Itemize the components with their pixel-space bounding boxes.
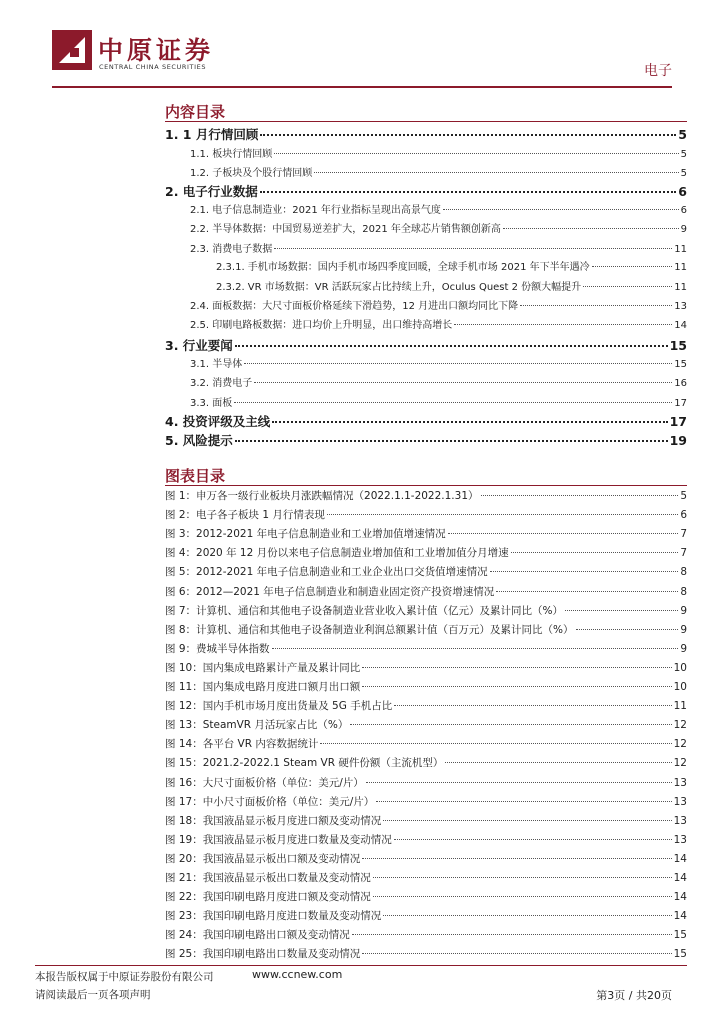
figure-entry[interactable] xyxy=(165,679,687,694)
toc-entry-label: 2.3. 消费电子数据 xyxy=(190,244,273,255)
figure-entry-page: 7 xyxy=(680,547,687,560)
leader-dots xyxy=(490,571,679,572)
leader-dots xyxy=(362,667,671,668)
footer-disclaimer-note: 请阅读最后一页各项声明 xyxy=(35,989,151,1001)
toc-entry-label: 1.1. 板块行情回顾 xyxy=(190,149,273,160)
toc-entry-label: 2.3.1. 手机市场数据：国内手机市场四季度回暖，全球手机市场 2021 年下半年遇冷 xyxy=(216,262,590,273)
figure-entry-page: 8 xyxy=(680,585,687,598)
figure-entry[interactable] xyxy=(165,736,687,751)
figure-entry-page: 8 xyxy=(680,566,687,579)
figure-entry-page: 15 xyxy=(673,948,687,961)
figure-entry-page: 9 xyxy=(680,623,687,636)
toc-entry-label: 2.2. 半导体数据：中国贸易逆差扩大，2021 年全球芯片销售额创新高 xyxy=(190,224,501,235)
toc-entry[interactable] xyxy=(216,258,687,273)
figure-entry-label: 图 2：电子各子板块 1 月行情表现 xyxy=(165,509,325,522)
figure-entry[interactable] xyxy=(165,794,687,809)
logo-text-en: CENTRAL CHINA SECURITIES xyxy=(99,63,207,71)
leader-dots xyxy=(376,801,671,802)
leader-dots xyxy=(511,552,679,553)
figure-entry-page: 14 xyxy=(673,852,687,865)
leader-dots xyxy=(260,134,676,136)
leader-dots xyxy=(503,228,679,229)
toc-entry-label: 3.1. 半导体 xyxy=(190,359,243,370)
figure-entry-page: 13 xyxy=(673,833,687,846)
toc-entry-page: 11 xyxy=(674,244,687,255)
toc-entry[interactable] xyxy=(165,431,687,449)
figure-entry-page: 14 xyxy=(673,872,687,884)
header-divider xyxy=(52,86,672,88)
leader-dots xyxy=(481,495,679,496)
leader-dots xyxy=(260,191,676,193)
toc-entry-page: 17 xyxy=(674,398,687,409)
leader-dots xyxy=(496,591,678,592)
leader-dots xyxy=(235,345,668,347)
figure-entry-page: 7 xyxy=(680,528,687,541)
leader-dots xyxy=(366,782,672,783)
toc-entry-page: 5 xyxy=(680,149,687,160)
toc-entry-page: 11 xyxy=(674,262,687,273)
figure-entry[interactable] xyxy=(165,526,687,541)
toc-entry[interactable] xyxy=(190,145,687,160)
leader-dots xyxy=(244,363,672,364)
figure-entry-page: 12 xyxy=(673,719,687,732)
figure-entry-label: 图 3：2012-2021 年电子信息制造业和工业增加值增速情况 xyxy=(165,528,446,541)
figure-entry[interactable] xyxy=(165,870,687,885)
leader-dots xyxy=(445,762,671,763)
toc-title: 内容目录 xyxy=(165,103,226,121)
toc-entry[interactable] xyxy=(190,220,687,235)
leader-dots xyxy=(394,705,671,706)
figure-entry[interactable] xyxy=(165,946,687,961)
figure-entry[interactable] xyxy=(165,908,687,923)
figure-entry[interactable] xyxy=(165,851,687,866)
toc-entry-page: 17 xyxy=(669,414,687,429)
toc-entry-page: 5 xyxy=(680,168,687,179)
leader-dots xyxy=(583,286,672,287)
figure-entry-label: 图 12：国内手机市场月度出货量及 5G 手机占比 xyxy=(165,700,393,713)
figure-entry-label: 图 1：申万各一级行业板块月涨跌幅情况（2022.1.1-2022.1.31） xyxy=(165,490,479,502)
figure-entry-label: 图 4：2020 年 12 月份以来电子信息制造业增加值和工业增加值分月增速 xyxy=(165,547,509,560)
figure-entry[interactable] xyxy=(165,641,687,656)
leader-dots xyxy=(272,648,679,649)
toc-entry[interactable] xyxy=(165,182,687,200)
figure-entry-label: 图 15：2021.2-2022.1 Steam VR 硬件份额（主流机型） xyxy=(165,757,444,770)
toc-entry[interactable] xyxy=(190,164,687,179)
toc-entry[interactable] xyxy=(165,412,687,430)
toc-entry-page: 14 xyxy=(674,320,687,331)
figure-entry[interactable] xyxy=(165,488,687,503)
leader-dots xyxy=(592,266,673,267)
figure-entry-page: 14 xyxy=(673,910,687,923)
toc-entry-label: 1.2. 子板块及个股行情回顾 xyxy=(190,168,313,179)
leader-dots xyxy=(520,305,672,306)
figure-entry-label: 图 23：我国印刷电路月度进口数量及变动情况 xyxy=(165,910,382,923)
toc-entry-label: 3. 行业要闻 xyxy=(165,338,233,353)
figure-entry[interactable] xyxy=(165,698,687,713)
toc-entry-label: 4. 投资评级及主线 xyxy=(165,414,271,429)
figure-entry-label: 图 9：费城半导体指数 xyxy=(165,642,270,655)
figure-entry-label: 图 13：SteamVR 月活玩家占比（%） xyxy=(165,719,349,732)
leader-dots xyxy=(443,209,679,210)
figure-entry[interactable] xyxy=(165,564,687,579)
toc-entry-label: 2.4. 面板数据：大尺寸面板价格延续下滑趋势，12 月进出口额均同比下降 xyxy=(190,301,519,312)
figure-entry-label: 图 24：我国印刷电路出口额及变动情况 xyxy=(165,929,350,942)
figure-entry-page: 13 xyxy=(673,814,687,827)
leader-dots xyxy=(350,724,671,725)
figure-entry-label: 图 14：各平台 VR 内容数据统计 xyxy=(165,738,319,751)
toc-entry-page: 5 xyxy=(678,127,687,142)
leader-dots xyxy=(235,440,668,442)
figure-entry-label: 图 5：2012-2021 年电子信息制造业和工业企业出口交货值增速情况 xyxy=(165,566,488,579)
figure-entry[interactable] xyxy=(165,889,687,904)
figure-entry[interactable] xyxy=(165,717,687,732)
footer-divider xyxy=(35,965,687,966)
toc-entry[interactable] xyxy=(216,278,687,293)
toc-entry[interactable] xyxy=(190,374,687,389)
page-header xyxy=(0,0,724,90)
leader-dots xyxy=(320,743,671,744)
toc-entry[interactable] xyxy=(190,240,687,255)
toc-entry-page: 9 xyxy=(680,224,687,235)
figure-entry-page: 6 xyxy=(680,509,687,522)
leader-dots xyxy=(314,172,678,173)
toc-entry[interactable] xyxy=(165,125,687,143)
figure-entry-page: 5 xyxy=(680,490,687,502)
figure-entry-page: 9 xyxy=(680,604,687,617)
figure-entry[interactable] xyxy=(165,832,687,847)
figure-entry[interactable] xyxy=(165,813,687,828)
leader-dots xyxy=(448,533,679,534)
toc-entry[interactable] xyxy=(190,316,687,331)
figure-entry-label: 图 16：大尺寸面板价格（单位：美元/片） xyxy=(165,776,364,789)
figure-entry-label: 图 21：我国液晶显示板出口数量及变动情况 xyxy=(165,872,371,884)
figure-entry-label: 图 25：我国印刷电路出口数量及变动情况 xyxy=(165,948,361,961)
figure-entry-label: 图 17：中小尺寸面板价格（单位：美元/片） xyxy=(165,795,375,808)
figure-entry-page: 10 xyxy=(673,661,687,674)
leader-dots xyxy=(373,877,672,878)
leader-dots xyxy=(454,324,672,325)
figure-entry-label: 图 10：国内集成电路累计产量及累计同比 xyxy=(165,661,361,674)
leader-dots xyxy=(373,896,672,897)
figure-entry[interactable] xyxy=(165,927,687,942)
leader-dots xyxy=(234,402,672,403)
leader-dots xyxy=(274,153,678,154)
figure-entry-label: 图 11：国内集成电路月度进口额月出口额 xyxy=(165,681,361,693)
figure-entry-page: 14 xyxy=(673,891,687,904)
sector-label: 电子 xyxy=(644,63,672,79)
figure-entry-label: 图 8：计算机、通信和其他电子设备制造业利润总额累计值（百万元）及累计同比（%） xyxy=(165,623,574,636)
leader-dots xyxy=(274,248,672,249)
leader-dots xyxy=(327,514,678,515)
leader-dots xyxy=(352,934,672,935)
figure-entry[interactable] xyxy=(165,545,687,560)
figure-entry-page: 12 xyxy=(673,738,687,751)
figures-title-divider xyxy=(165,485,687,486)
leader-dots xyxy=(565,610,678,611)
figure-entry[interactable] xyxy=(165,755,687,770)
leader-dots xyxy=(394,839,672,840)
toc-entry-page: 15 xyxy=(669,338,687,353)
toc-entry-page: 6 xyxy=(680,205,687,216)
figure-entry[interactable] xyxy=(165,622,687,637)
footer-copyright: 本报告版权属于中原证券股份有限公司 xyxy=(35,971,214,983)
logo-text-cn: 中原证券 xyxy=(98,36,215,65)
toc-entry-page: 13 xyxy=(674,301,687,312)
figure-entry[interactable] xyxy=(165,584,687,599)
page-number: 第3页 / 共20页 xyxy=(596,989,672,1002)
figures-title: 图表目录 xyxy=(165,467,226,485)
toc-entry-label: 3.3. 面板 xyxy=(190,398,233,409)
figure-entry-label: 图 7：计算机、通信和其他电子设备制造业营业收入累计值（亿元）及累计同比（%） xyxy=(165,604,563,617)
toc-entry-label: 1. 1 月行情回顾 xyxy=(165,127,259,142)
figure-entry[interactable] xyxy=(165,603,687,618)
toc-entry[interactable] xyxy=(190,394,687,409)
leader-dots xyxy=(362,953,671,954)
leader-dots xyxy=(254,382,672,383)
figure-entry-page: 9 xyxy=(680,642,687,655)
toc-entry-label: 2.1. 电子信息制造业：2021 年行业指标呈现出高景气度 xyxy=(190,205,441,216)
figure-entry-label: 图 18：我国液晶显示板月度进口额及变动情况 xyxy=(165,814,382,827)
figure-entry-page: 13 xyxy=(673,795,687,808)
leader-dots xyxy=(272,421,667,423)
figure-entry-page: 10 xyxy=(673,681,687,693)
toc-entry-label: 3.2. 消费电子 xyxy=(190,378,253,389)
toc-entry[interactable] xyxy=(165,336,687,354)
toc-entry-page: 6 xyxy=(678,184,687,199)
toc-title-divider xyxy=(165,121,687,122)
figure-entry-label: 图 19：我国液晶显示板月度进口数量及变动情况 xyxy=(165,833,392,846)
figure-entry[interactable] xyxy=(165,660,687,675)
figure-entry[interactable] xyxy=(165,507,687,522)
toc-entry-label: 5. 风险提示 xyxy=(165,433,233,448)
figure-entry-label: 图 6：2012—2021 年电子信息制造业和制造业固定资产投资增速情况 xyxy=(165,585,495,598)
footer-url-link[interactable]: www.ccnew.com xyxy=(252,968,343,981)
figure-entry-page: 15 xyxy=(673,929,687,942)
leader-dots xyxy=(362,686,671,687)
leader-dots xyxy=(383,915,671,916)
toc-entry-page: 19 xyxy=(669,433,687,448)
leader-dots xyxy=(576,629,679,630)
toc-entry[interactable] xyxy=(190,355,687,370)
toc-entry[interactable] xyxy=(190,201,687,216)
figure-entry[interactable] xyxy=(165,775,687,790)
figure-entry-page: 12 xyxy=(673,757,687,770)
toc-entry-page: 15 xyxy=(674,359,687,370)
toc-entry[interactable] xyxy=(190,297,687,312)
figure-entry-page: 11 xyxy=(673,700,687,713)
figure-entry-page: 13 xyxy=(673,776,687,789)
company-logo-icon xyxy=(52,30,92,70)
leader-dots xyxy=(383,820,671,821)
figure-entry-label: 图 22：我国印刷电路月度进口额及变动情况 xyxy=(165,891,371,904)
toc-entry-label: 2.3.2. VR 市场数据：VR 活跃玩家占比持续上升，Oculus Quest 2 份额大幅提升 xyxy=(216,282,582,293)
toc-entry-page: 16 xyxy=(674,378,687,389)
toc-entry-label: 2.5. 印刷电路板数据：进口均价上升明显，出口维持高增长 xyxy=(190,320,453,331)
leader-dots xyxy=(362,858,671,859)
toc-entry-page: 11 xyxy=(674,282,687,293)
toc-entry-label: 2. 电子行业数据 xyxy=(165,184,258,199)
figure-entry-label: 图 20：我国液晶显示板出口额及变动情况 xyxy=(165,852,361,865)
